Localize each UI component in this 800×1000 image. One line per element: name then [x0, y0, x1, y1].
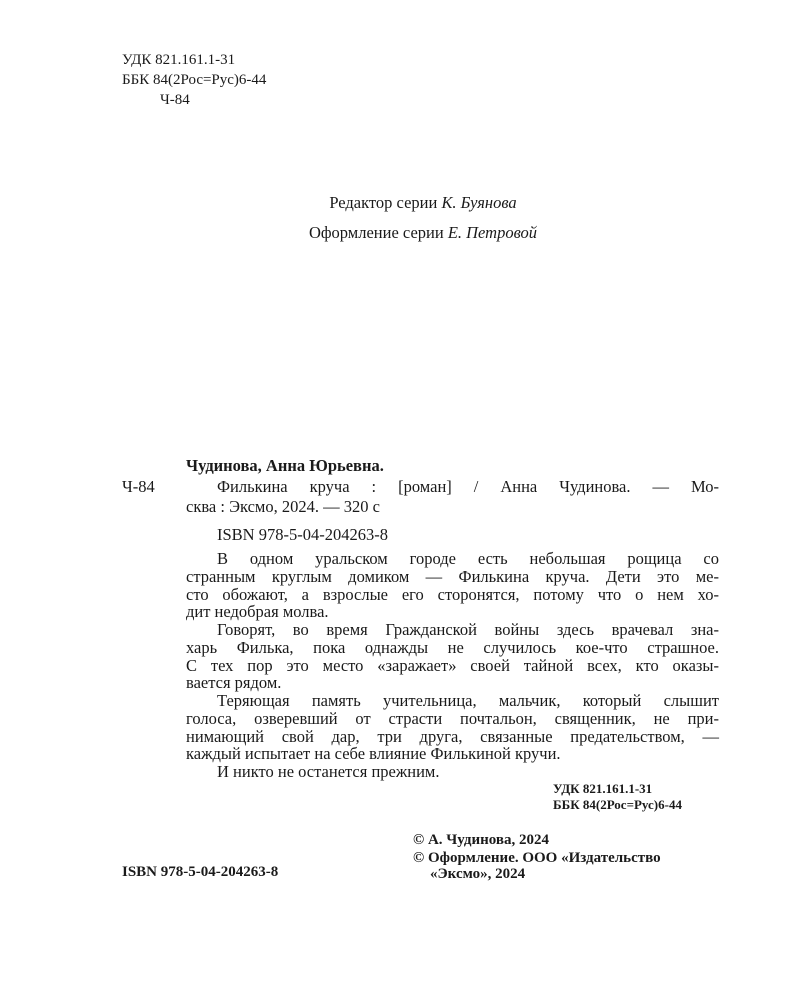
- editor-name: К. Буянова: [441, 193, 517, 212]
- annotation-line: нимающий свой дар, три друга, связанные предательством, —: [186, 726, 719, 746]
- catalog-sign: Ч-84: [122, 477, 155, 496]
- annotation-line: сто обожают, а взрослые его сторонятся, потому что о нем хо-: [186, 584, 719, 604]
- bbk-code: ББК 84(2Рос=Рус)6-44: [122, 72, 267, 88]
- annotation-line: странным круглым домиком — Филькина круча. Дети это ме-: [186, 566, 719, 586]
- annotation-line: И никто не останется прежним.: [217, 762, 440, 781]
- catalog-title-line: Филькина круча : [роман] / Анна Чудинова. — Мо-: [217, 477, 719, 496]
- footer-bbk: ББК 84(2Рос=Рус)6-44: [553, 797, 682, 812]
- annotation-line: С тех пор это место «заражает» своей тайной всех, кто оказы-: [186, 655, 719, 675]
- annotation-line: Теряющая память учительница, мальчик, который слышит: [217, 691, 719, 710]
- catalog-title-line: сква : Эксмо, 2024. — 320 с: [186, 497, 380, 516]
- catalog-isbn: ISBN 978-5-04-204263-8: [217, 525, 388, 544]
- design-name: Е. Петровой: [447, 223, 538, 242]
- copyright-author: © А. Чудинова, 2024: [413, 832, 549, 848]
- annotation-line: каждый испытает на себе влияние Филькиной кручи.: [186, 744, 561, 764]
- annotation-line: Говорят, во время Гражданской войны здесь врачевал зна-: [217, 620, 719, 639]
- annotation-line: голоса, озверевший от страсти почтальон, священник, не при-: [186, 708, 719, 728]
- series-editor: [0, 194, 800, 212]
- annotation-line: харь Филька, пока однажды не случилось кое-что страшное.: [186, 637, 719, 657]
- udk-code: УДК 821.161.1-31: [122, 52, 236, 68]
- annotation-line: вается рядом.: [186, 673, 282, 693]
- catalog-author: Чудинова, Анна Юрьевна.: [186, 456, 384, 475]
- editor-label: Редактор серии: [329, 193, 438, 212]
- footer-udk: УДК 821.161.1-31: [553, 781, 653, 796]
- author-sign: Ч-84: [160, 92, 190, 108]
- series-design: [0, 224, 800, 242]
- annotation-line: В одном уральском городе есть небольшая рощица со: [217, 549, 719, 568]
- copyright-design: © Оформление. ООО «Издательство: [413, 850, 661, 866]
- footer-isbn: ISBN 978-5-04-204263-8: [122, 864, 279, 880]
- annotation-line: дит недобрая молва.: [186, 602, 329, 622]
- copyright-design-cont: «Эксмо», 2024: [430, 866, 526, 882]
- design-label: Оформление серии: [308, 223, 444, 242]
